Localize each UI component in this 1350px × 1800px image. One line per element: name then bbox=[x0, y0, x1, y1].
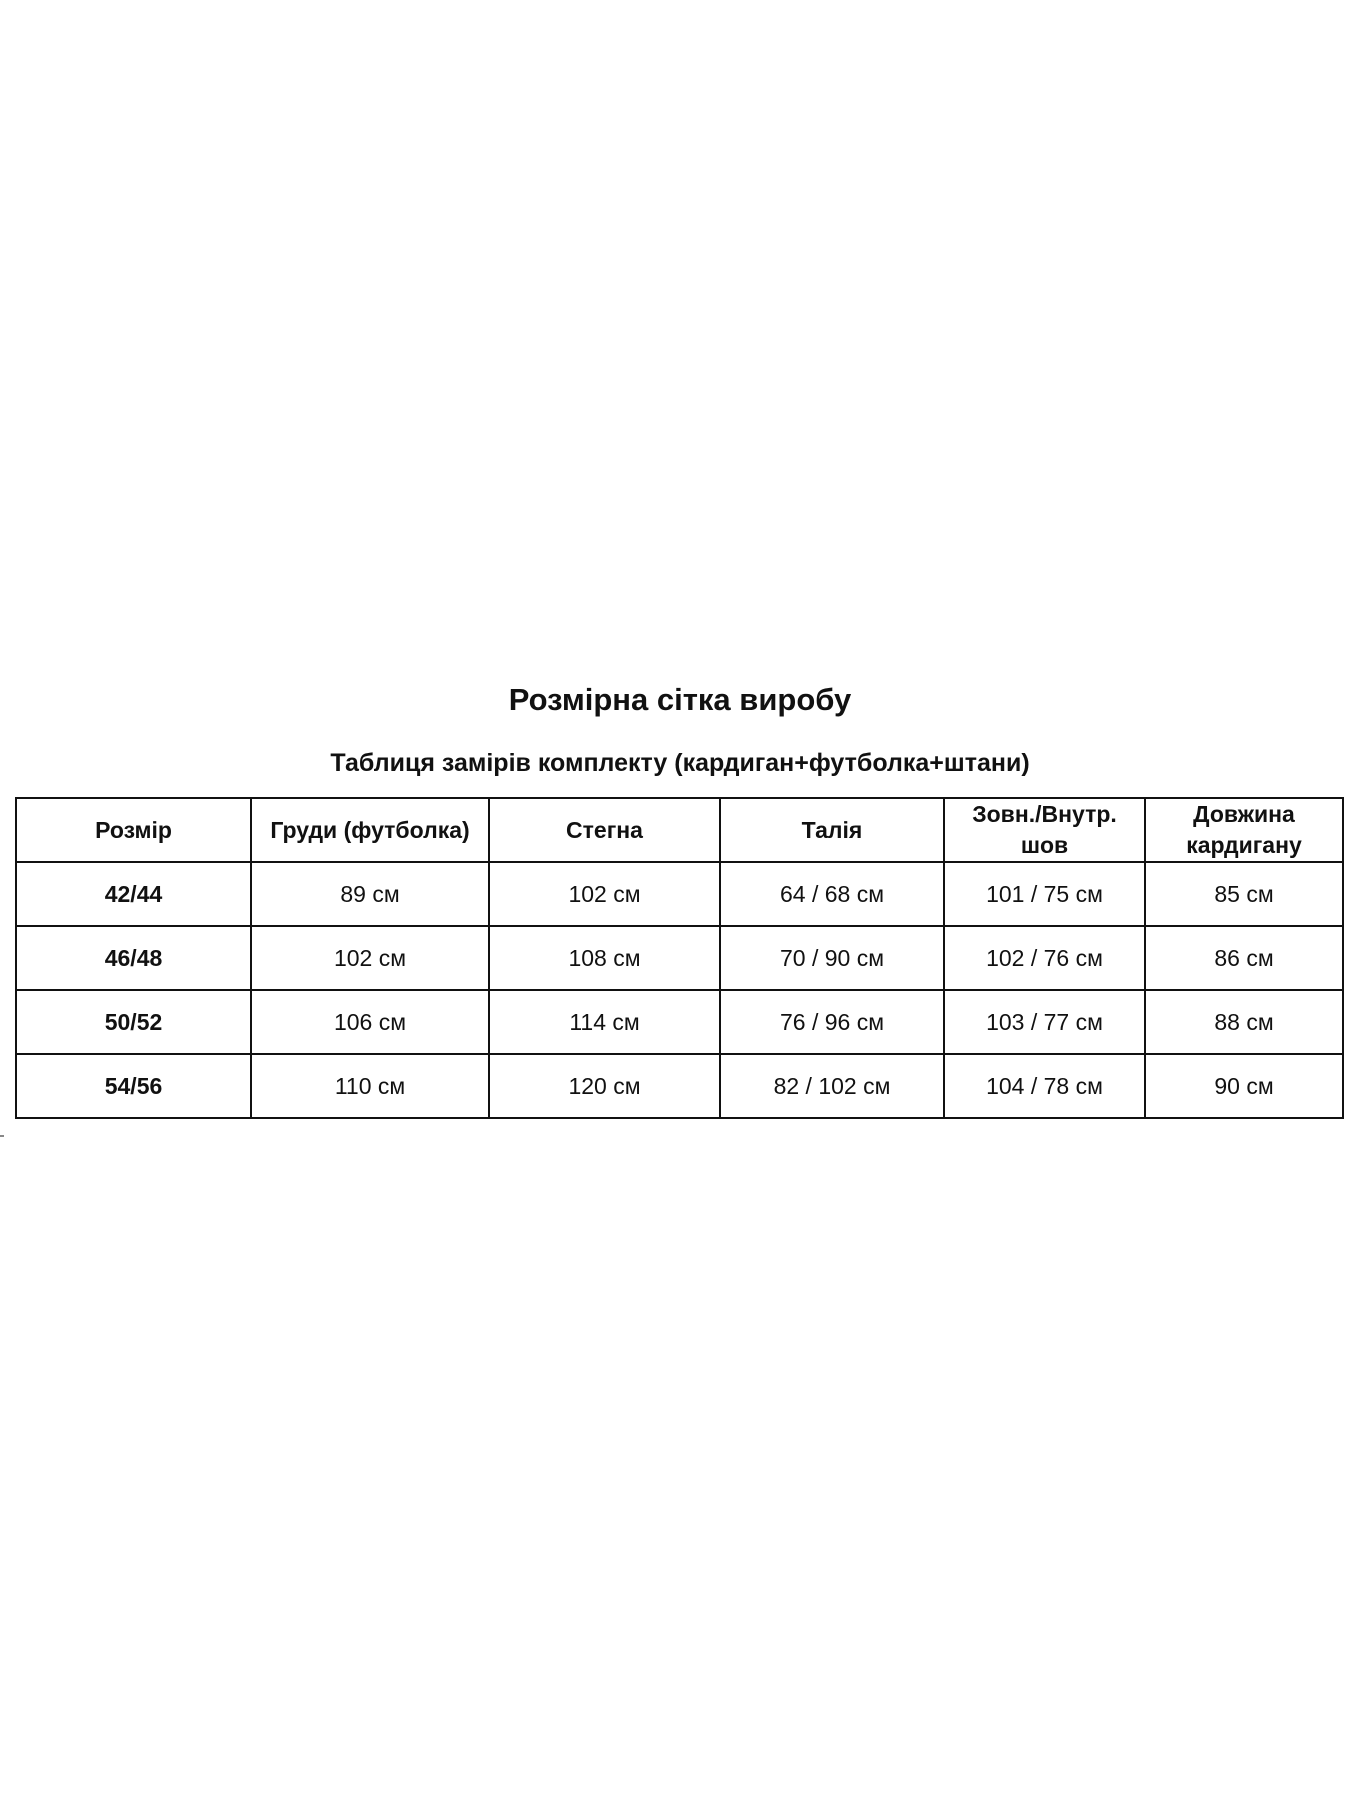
table-header-row bbox=[16, 798, 1343, 862]
table-subtitle: Таблиця замірів комплекту (кардиган+футболка+штани) bbox=[330, 749, 1030, 777]
cell-cardigan-length: 85 см bbox=[1145, 862, 1343, 926]
cell-waist: 82 / 102 см bbox=[720, 1054, 944, 1118]
cell-chest: 89 см bbox=[251, 862, 489, 926]
header-seam: Зовн./Внутр. шов bbox=[944, 798, 1145, 862]
table-row bbox=[16, 926, 1343, 990]
cell-size: 50/52 bbox=[16, 990, 251, 1054]
header-cardigan-length: Довжина кардигану bbox=[1145, 798, 1343, 862]
cell-hips: 108 см bbox=[489, 926, 720, 990]
cell-waist: 64 / 68 см bbox=[720, 862, 944, 926]
cell-hips: 114 см bbox=[489, 990, 720, 1054]
cell-hips: 102 см bbox=[489, 862, 720, 926]
cell-waist: 70 / 90 см bbox=[720, 926, 944, 990]
cell-cardigan-length: 88 см bbox=[1145, 990, 1343, 1054]
cell-chest: 110 см bbox=[251, 1054, 489, 1118]
cell-seam: 104 / 78 см bbox=[944, 1054, 1145, 1118]
table-row bbox=[16, 990, 1343, 1054]
header-waist: Талія bbox=[720, 798, 944, 862]
header-hips: Стегна bbox=[489, 798, 720, 862]
cell-waist: 76 / 96 см bbox=[720, 990, 944, 1054]
cell-hips: 120 см bbox=[489, 1054, 720, 1118]
cell-size: 54/56 bbox=[16, 1054, 251, 1118]
header-chest: Груди (футболка) bbox=[251, 798, 489, 862]
page-edge-mark bbox=[0, 1135, 4, 1137]
cell-size: 42/44 bbox=[16, 862, 251, 926]
cell-cardigan-length: 90 см bbox=[1145, 1054, 1343, 1118]
page-title: Розмірна сітка виробу bbox=[508, 682, 852, 717]
cell-seam: 103 / 77 см bbox=[944, 990, 1145, 1054]
cell-size: 46/48 bbox=[16, 926, 251, 990]
table-row bbox=[16, 1054, 1343, 1118]
size-chart-table bbox=[15, 797, 1344, 1119]
header-size: Розмір bbox=[16, 798, 251, 862]
cell-seam: 102 / 76 см bbox=[944, 926, 1145, 990]
table-row bbox=[16, 862, 1343, 926]
cell-chest: 102 см bbox=[251, 926, 489, 990]
cell-chest: 106 см bbox=[251, 990, 489, 1054]
cell-cardigan-length: 86 см bbox=[1145, 926, 1343, 990]
cell-seam: 101 / 75 см bbox=[944, 862, 1145, 926]
